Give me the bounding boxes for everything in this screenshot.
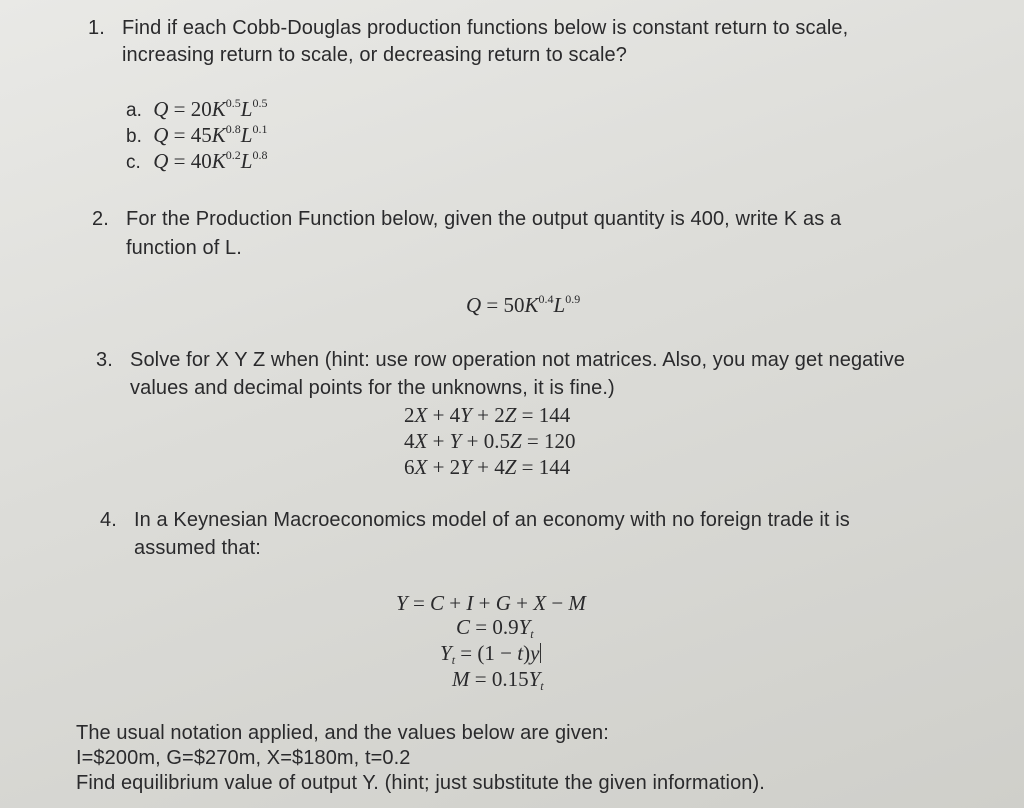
q3-equation-1: 2X + 4Y + 2Z = 144 [404, 403, 571, 427]
q3-equation-2: 4X + Y + 0.5Z = 120 [404, 429, 576, 453]
q3-number: 3. [96, 349, 113, 371]
q4-text-line1: In a Keynesian Macroeconomics model of an economy with no foreign trade it is [134, 509, 850, 531]
q4-equation-consumption: $C = 0.9Y_t$ [456, 615, 534, 641]
q1-item-c: c. $Q = 40K^{0.2}L^{0.8}$ [126, 148, 268, 173]
q1-text-line2: increasing return to scale, or decreasing return to scale? [122, 44, 627, 66]
q1-item-b: b. $Q = 45K^{0.8}L^{0.1}$ [126, 122, 268, 147]
q4-footer-line2: I=$200m, G=$270m, X=$180m, t=0.2 [76, 747, 411, 769]
q2-text-line2: function of L. [126, 237, 242, 259]
q1-text-line1: Find if each Cobb-Douglas production functions below is constant return to scale, [122, 17, 849, 39]
q3-equation-3: 6X + 2Y + 4Z = 144 [404, 455, 571, 479]
q4-footer-line3: Find equilibrium value of output Y. (hint; just substitute the given information). [76, 772, 765, 794]
q3-text-line1: Solve for X Y Z when (hint: use row operation not matrices. Also, you may get negative [130, 349, 905, 371]
q2-equation: $Q = 50K^{0.4}L^{0.9}$ [466, 292, 581, 317]
text-cursor [540, 643, 541, 663]
q4-equation-disposable: $Y_t = (1 - t)y$ [440, 641, 540, 667]
q2-text-line1: For the Production Function below, given the output quantity is 400, write K as a [126, 208, 842, 230]
q2-number: 2. [92, 208, 109, 230]
q1-number: 1. [88, 17, 105, 39]
q4-footer-line1: The usual notation applied, and the values below are given: [76, 722, 609, 744]
q4-equation-imports: $M = 0.15Y_t$ [452, 667, 544, 693]
q3-text-line2: values and decimal points for the unknowns, it is fine.) [130, 377, 615, 399]
q4-number: 4. [100, 509, 117, 531]
q1-item-a: a. $Q = 20K^{0.5}L^{0.5}$ [126, 96, 268, 121]
q4-text-line2: assumed that: [134, 537, 261, 559]
q4-equation-income: Y = C + I + G + X − M [396, 591, 586, 615]
